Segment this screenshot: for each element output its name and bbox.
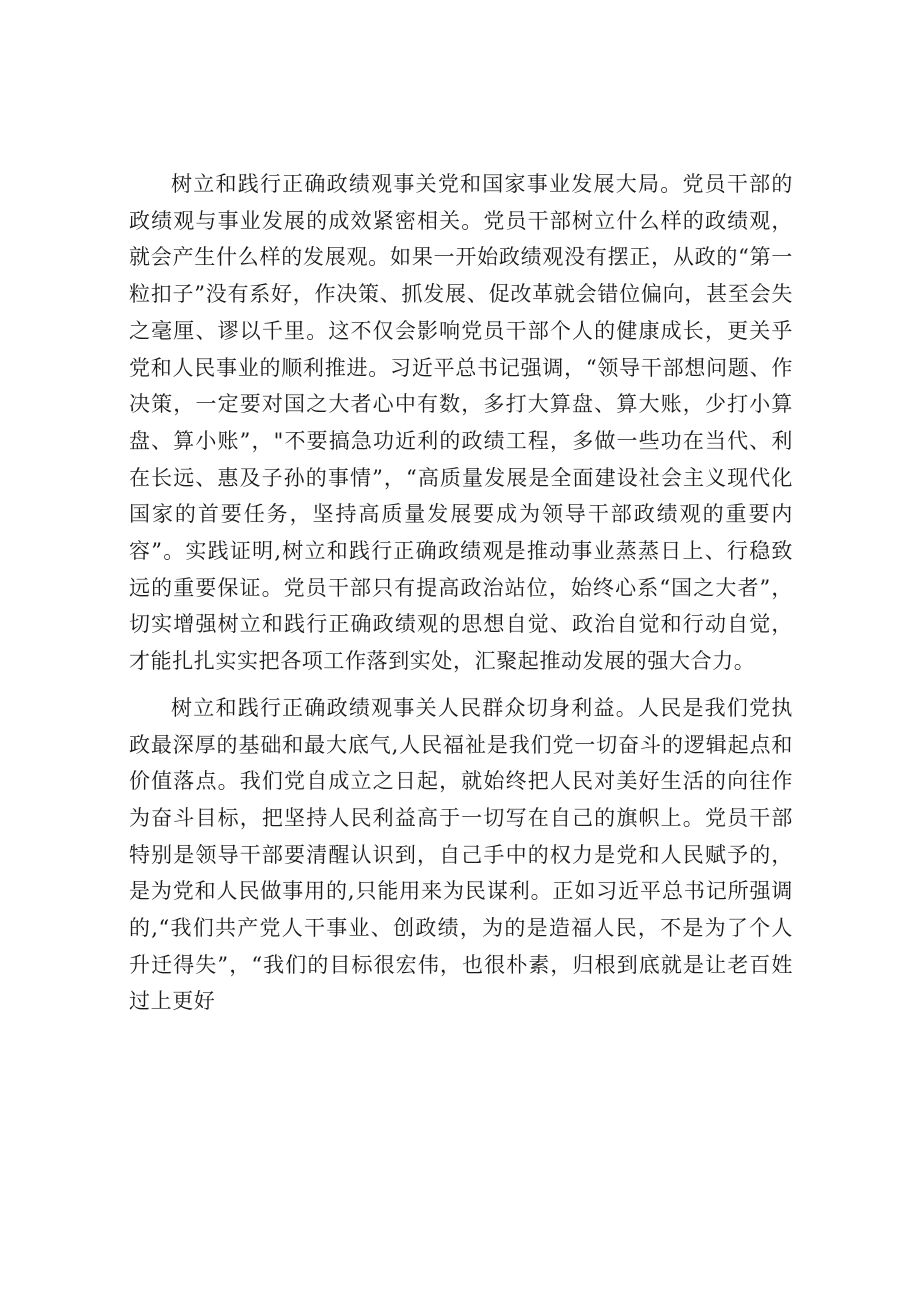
paragraph-1: 树立和践行正确政绩观事关党和国家事业发展大局。党员干部的政绩观与事业发展的成效紧密相关。党员干部树立什么样的政绩观，就会产生什么样的发展观。如果一开始政绩观没有摆正，从政的“第一粒扣子”没有系好，作决策、抓发展、促改革就会错位偏向，甚至会失之毫厘、谬以千里。这不仅会影响党员干部个人的健康成长，更关乎党和人民事业的顺利推进。习近平总书记强调，“领导干部想问题、作决策，一定要对国之大者心中有数，多打大算盘、算大账，少打小算盘、算小账”，"不要搞急功近利的政绩工程，多做一些功在当代、利在长远、惠及子孙的事情”，“高质量发展是全面建设社会主义现代化国家的首要任务，坚持高质量发展要成为领导干部政绩观的重要内容”。实践证明,树立和践行正确政绩观是推动事业蒸蒸日上、行稳致远的重要保证。党员干部只有提高政治站位，始终心系“国之大者”，切实增强树立和践行正确政绩观的思想自觉、政治自觉和行动自觉，才能扎扎实实把各项工作落到实处，汇聚起推动发展的强大合力。 <box>129 172 793 674</box>
paragraph-2: 树立和践行正确政绩观事关人民群众切身利益。人民是我们党执政最深厚的基础和最大底气,人民福祉是我们党一切奋斗的逻辑起点和价值落点。我们党自成立之日起，就始终把人民对美好生活的向往作为奋斗目标，把坚持人民利益高于一切写在自己的旗帜上。党员干部特别是领导干部要清醒认识到，自己手中的权力是党和人民赋予的，是为党和人民做事用的,只能用来为民谋利。正如习近平总书记所强调的,“我们共产党人干事业、创政绩，为的是造福人民，不是为了个人升迁得失”，“我们的目标很宏伟，也很朴素，归根到底就是让老百姓过上更好 <box>129 695 793 1014</box>
document-body <box>129 166 793 1020</box>
